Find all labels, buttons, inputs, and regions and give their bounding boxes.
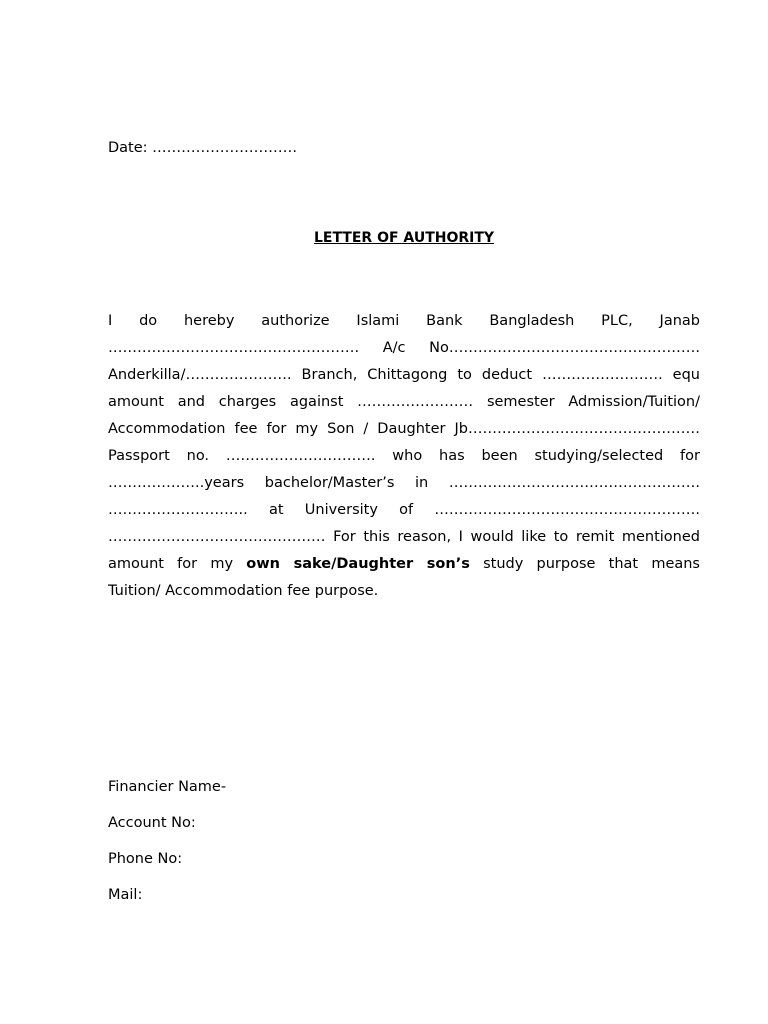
line-prefix: amount for my bbox=[108, 556, 247, 572]
paragraph-line: amount and charges against …………………… semester Admission/Tuition/ bbox=[108, 394, 700, 410]
paragraph-line-with-emphasis bbox=[108, 551, 700, 578]
letter-title: LETTER OF AUTHORITY bbox=[313, 230, 495, 246]
paragraph-line: Anderkilla/…………………. Branch, Chittagong to deduct ……………………. equ bbox=[108, 367, 700, 383]
paragraph-line: ………………..years bachelor/Master’s in ……………………………………………. bbox=[108, 475, 700, 491]
mail-label: Mail: bbox=[108, 887, 143, 903]
phone-no-label: Phone No: bbox=[108, 851, 183, 867]
paragraph-line: Accommodation fee for my Son / Daughter Jb………………………………………… bbox=[108, 421, 700, 437]
date-line: Date: ………………………… bbox=[108, 140, 298, 156]
paragraph-line: ……………………………………………. A/c No……………………………………………. bbox=[108, 340, 700, 356]
account-no-label: Account No: bbox=[108, 815, 196, 831]
paragraph-line: Passport no. …………………………. who has been studying/selected for bbox=[108, 448, 700, 464]
financier-name-label: Financier Name- bbox=[108, 779, 227, 795]
paragraph-line: ……………………………………… For this reason, I would like to remit mentioned bbox=[108, 529, 700, 545]
paragraph-line: ……………………….. at University of ………………………………………………. bbox=[108, 502, 700, 518]
line-suffix: study purpose that means bbox=[469, 556, 700, 572]
paragraph-last-line: Tuition/ Accommodation fee purpose. bbox=[108, 583, 379, 599]
paragraph-line: I do hereby authorize Islami Bank Bangladesh PLC, Janab bbox=[108, 313, 700, 329]
authorization-paragraph bbox=[108, 308, 700, 605]
emphasis-text: own sake/Daughter son’s bbox=[246, 556, 470, 572]
